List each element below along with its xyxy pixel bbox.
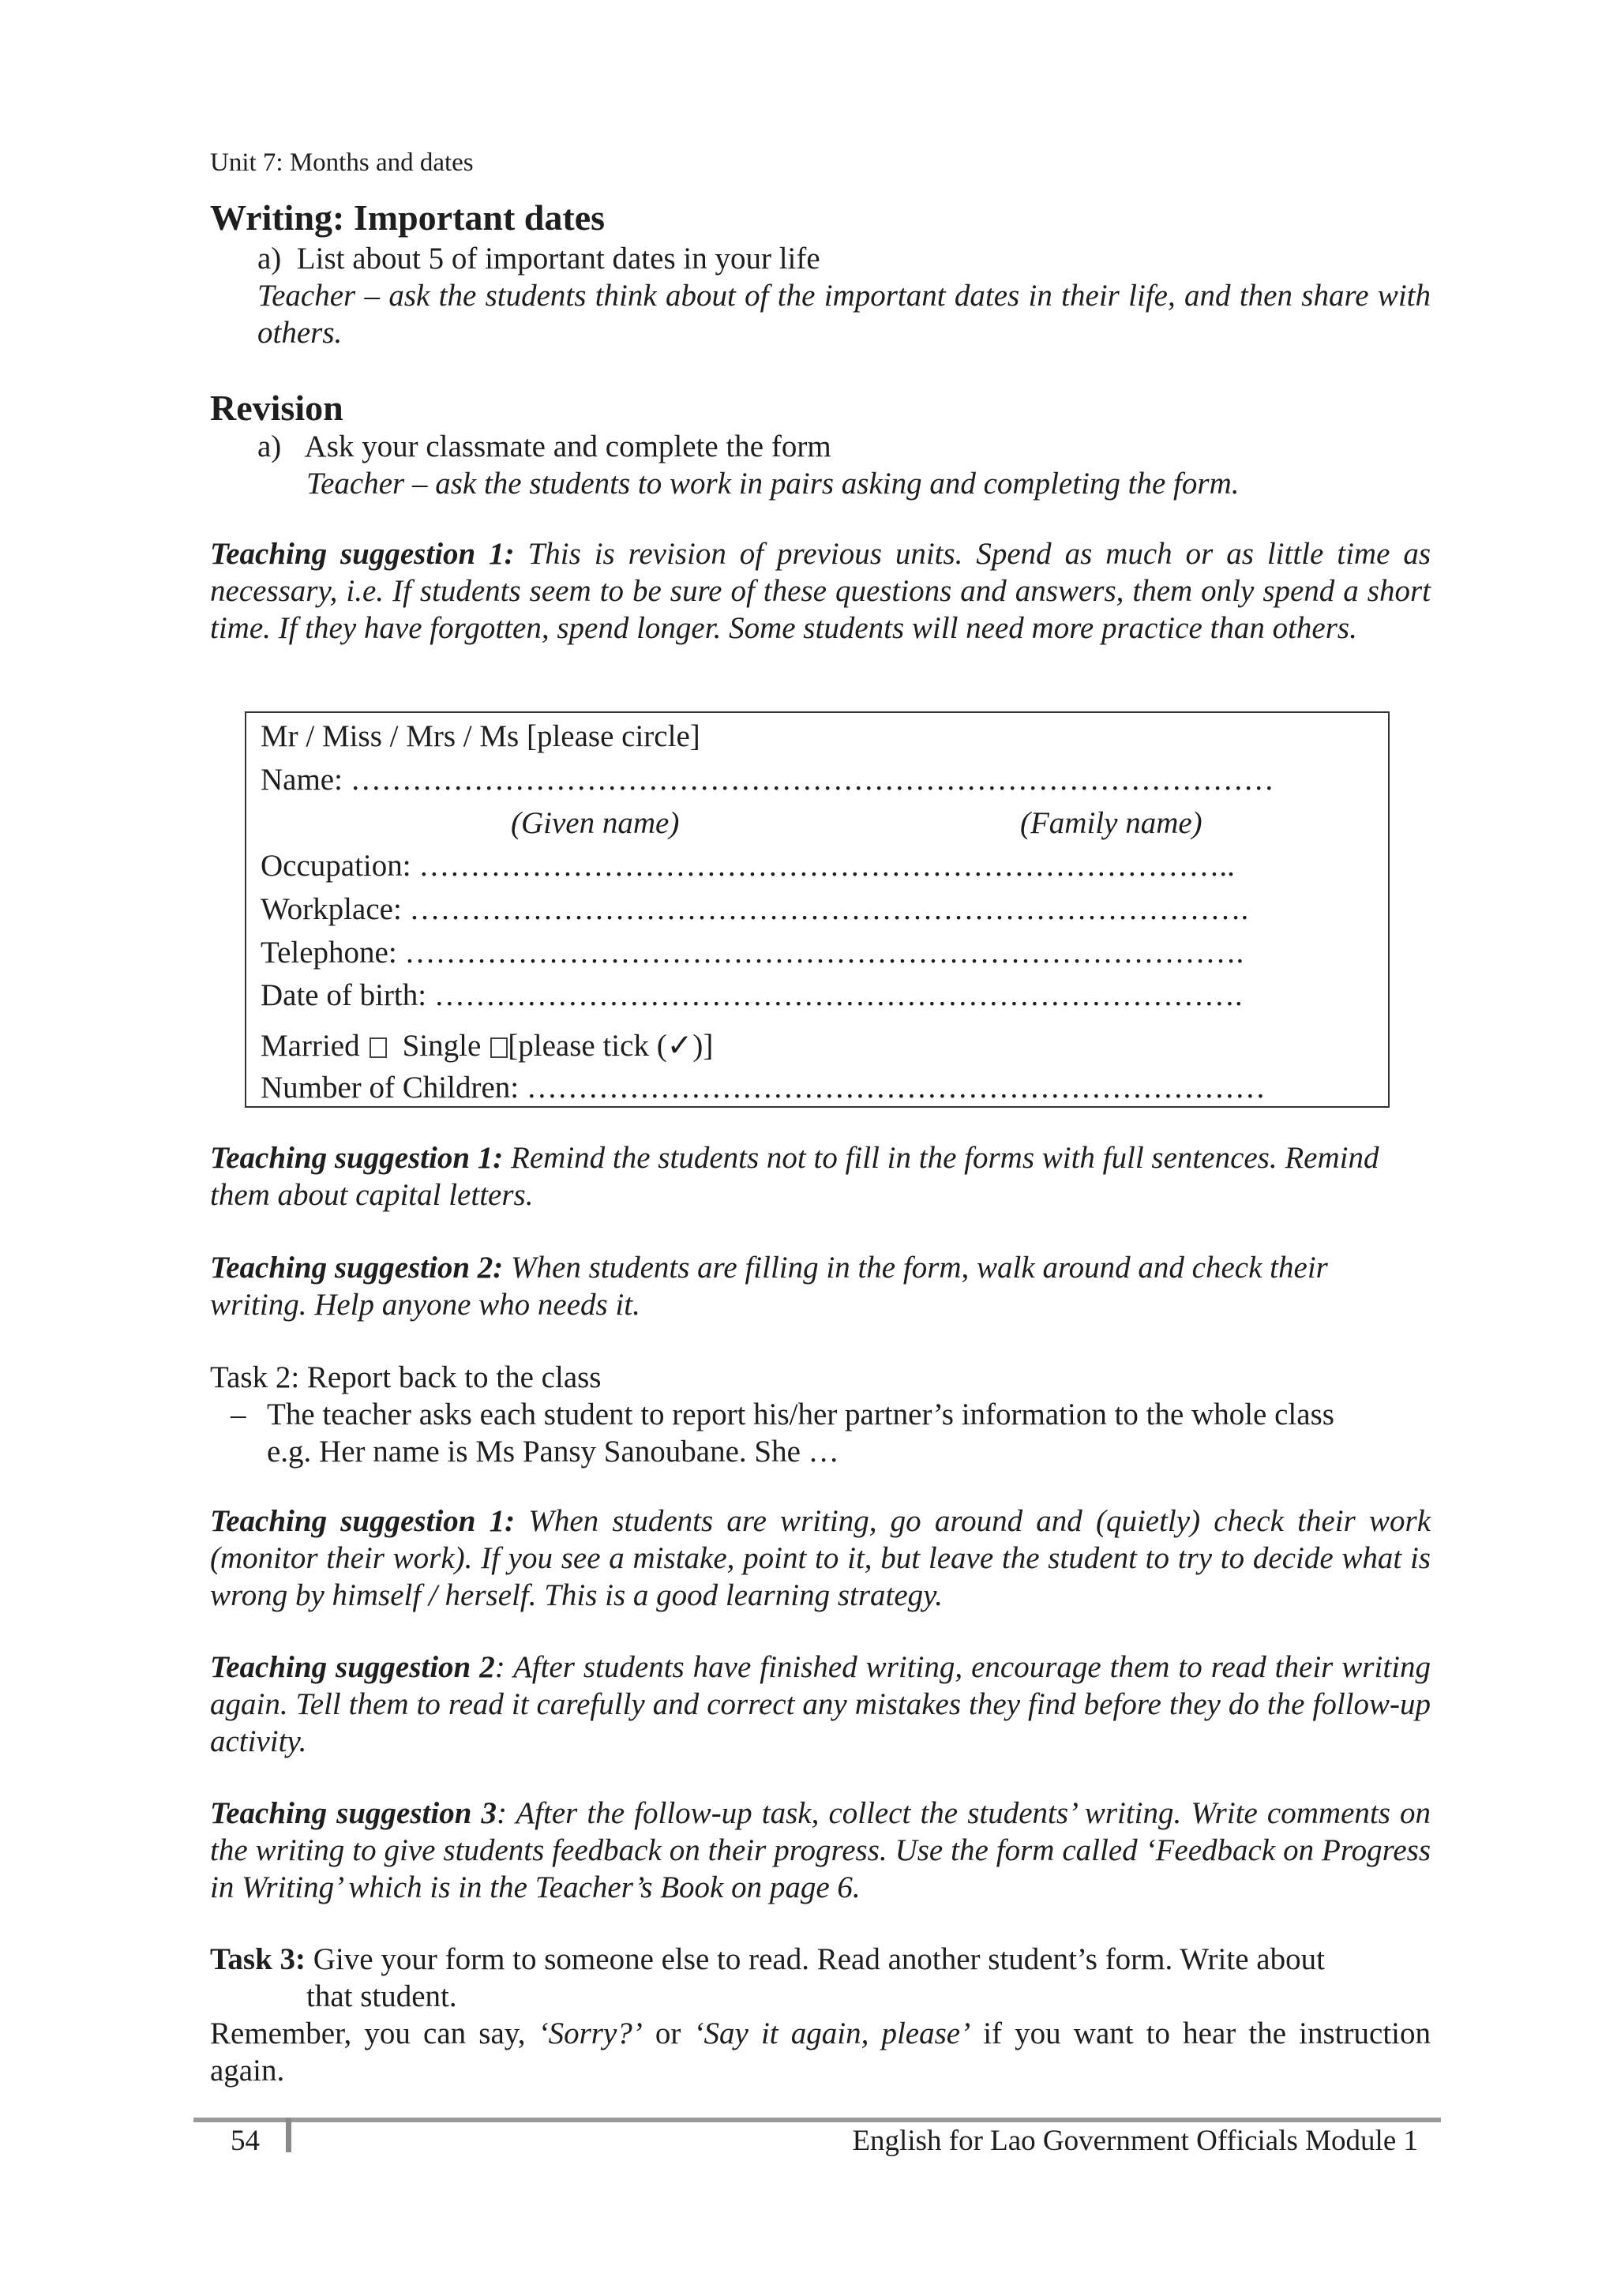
teaching-suggestion-intro: [210, 535, 1431, 647]
form-telephone-field[interactable]: Telephone: ……………………………………………………………………….: [261, 936, 1244, 970]
teaching-suggestion-task-3: [210, 1795, 1431, 1906]
writing-heading: Writing: Important dates: [210, 197, 606, 238]
task2-line2: e.g. Her name is Ms Pansy Sanoubane. She …: [267, 1435, 839, 1469]
suggestion-text: Remind the students not to fill in the forms with full sentences. Remind them about capital letters.: [210, 1141, 1379, 1212]
writing-item-a: a) List about 5 of important dates in your life: [257, 242, 820, 276]
suggestion-text: : After students have finished writing, encourage them to read their writing again. Tell them to read it carefully and correct any mistakes they find before they do the follow-up activity.: [210, 1650, 1431, 1758]
footer-divider: [286, 2118, 291, 2152]
suggestion-label: Teaching suggestion 3: [210, 1796, 497, 1830]
single-label: Single: [402, 1029, 482, 1063]
unit-header: Unit 7: Months and dates: [210, 148, 474, 177]
revision-item-a: a) Ask your classmate and complete the form: [257, 430, 831, 463]
suggestion-text: When students are writing, go around and (quietly) check their work (monitor their work). If you see a mistake, point to it, but leave the student to try to decide what is wrong by himself / herself. This is a good learning strategy.: [210, 1504, 1431, 1612]
suggestion-text: This is revision of previous units. Spend as much or as little time as necessary, i.e. If students seem to be sure of these questions and answers, them only spend a short time. If they have forgotten, spend longer. Some students will need more practice than others.: [210, 537, 1431, 645]
reminder-post: if you want to hear the instruction again.: [210, 2017, 1431, 2088]
teaching-suggestion-form-2: [210, 1249, 1431, 1323]
suggestion-label: Teaching suggestion 1:: [210, 1504, 516, 1538]
teaching-suggestion-task-1: [210, 1503, 1431, 1614]
form-occupation-field[interactable]: Occupation: ……………………………………………………………………..: [261, 849, 1235, 883]
teaching-suggestion-task-2: [210, 1649, 1431, 1760]
task3-line1: [210, 1941, 1325, 1978]
tick-note: [please tick (✓)]: [508, 1029, 714, 1063]
task3-label: Task 3:: [210, 1942, 306, 1976]
task3-reminder: [210, 2015, 1431, 2089]
teaching-suggestion-form-1: [210, 1139, 1431, 1214]
reminder-quote-sorry: ‘Sorry?’: [538, 2017, 643, 2050]
suggestion-label: Teaching suggestion 1:: [210, 537, 515, 571]
form-dob-field[interactable]: Date of birth: …………………………………………………………………….: [261, 978, 1243, 1012]
suggestion-label: Teaching suggestion 2: [210, 1650, 495, 1684]
revision-teacher-note: Teacher – ask the students to work in pairs asking and completing the form.: [306, 467, 1240, 501]
task2-title: Task 2: Report back to the class: [210, 1360, 602, 1394]
form-workplace-field[interactable]: Workplace: ……………………………………………………………………….: [261, 892, 1249, 926]
footer-title: English for Lao Government Officials Module 1: [852, 2125, 1418, 2157]
married-label: Married: [261, 1029, 360, 1063]
form-name-field[interactable]: Name: ………………………………………………………………………………: [261, 763, 1274, 797]
suggestion-label: Teaching suggestion 1:: [210, 1141, 504, 1175]
form-given-name-label: (Given name): [511, 806, 680, 840]
married-checkbox[interactable]: [370, 1037, 387, 1058]
form-title-line: Mr / Miss / Mrs / Ms [please circle]: [261, 719, 700, 753]
task3-text: Give your form to someone else to read. Read another student’s form. Write about: [306, 1942, 1325, 1976]
personal-info-form: [245, 711, 1390, 1108]
page-number: 54: [231, 2125, 260, 2157]
revision-heading: Revision: [210, 388, 343, 428]
single-checkbox[interactable]: [490, 1037, 508, 1058]
reminder-mid: or: [642, 2017, 694, 2050]
form-marital-row: [261, 1027, 713, 1064]
task3-line2: that student.: [306, 1979, 457, 2013]
writing-teacher-note: Teacher – ask the students think about of the important dates in their life, and then share with others.: [257, 279, 1431, 350]
suggestion-text: When students are filling in the form, walk around and check their writing. Help anyone who needs it.: [210, 1251, 1328, 1322]
suggestion-label: Teaching suggestion 2:: [210, 1251, 504, 1285]
footer-rule: [193, 2118, 1441, 2122]
form-children-field[interactable]: Number of Children: ………………………………………………………………: [261, 1071, 1266, 1105]
suggestion-text: : After the follow-up task, collect the students’ writing. Write comments on the writing to give students feedback on their progress. Use the form called ‘Feedback on Progress in Writing’ which is in the Teacher’s Book on page 6.: [210, 1796, 1431, 1904]
form-family-name-label: (Family name): [1020, 806, 1202, 840]
task2-bullet: –: [231, 1397, 246, 1431]
reminder-pre: Remember, you can say,: [210, 2017, 538, 2050]
task2-line1: The teacher asks each student to report his/her partner’s information to the whole class: [267, 1397, 1334, 1431]
reminder-quote-say-again: ‘Say it again, please’: [693, 2017, 971, 2050]
